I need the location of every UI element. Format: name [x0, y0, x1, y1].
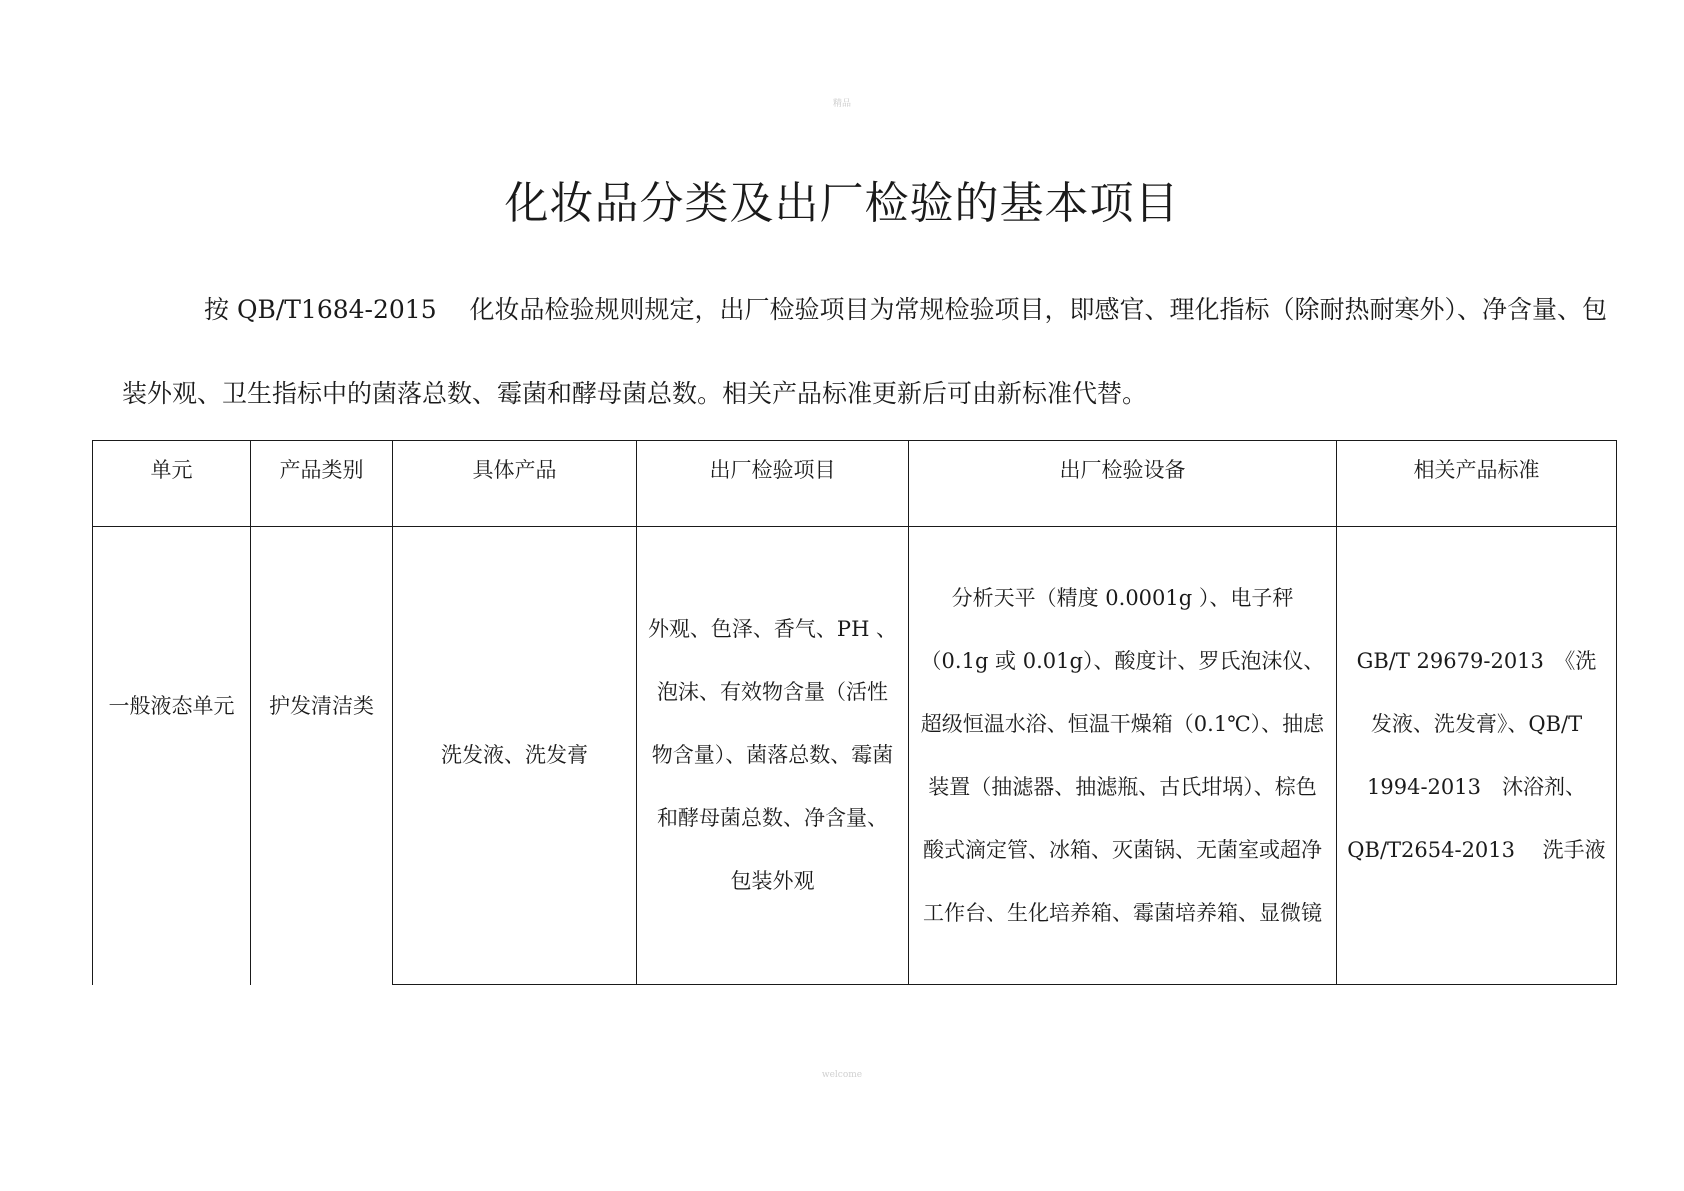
column-header-category: 产品类别 — [251, 441, 393, 527]
header-watermark: 精品 — [832, 99, 851, 109]
table-row — [93, 527, 1617, 985]
table-header-row — [93, 441, 1617, 527]
inspection-table — [92, 440, 1617, 985]
column-header-equipment: 出厂检验设备 — [909, 441, 1337, 527]
cell-category: 护发清洁类 — [251, 527, 393, 985]
column-header-standards: 相关产品标准 — [1337, 441, 1617, 527]
document-title: 化妆品分类及出厂检验的基本项目 — [504, 178, 1180, 229]
column-header-product: 具体产品 — [393, 441, 637, 527]
cell-standards: GB/T 29679-2013 《洗发液、洗发膏》、QB/T 1994-2013 沐浴剂、QB/T2654-2013 洗手液 — [1337, 527, 1617, 985]
cell-unit: 一般液态单元 — [93, 527, 251, 985]
column-header-inspection-items: 出厂检验项目 — [637, 441, 909, 527]
cell-equipment: 分析天平（精度 0.0001g ）、电子秤（0.1g 或 0.01g）、酸度计、罗氏泡沫仪、超级恒温水浴、恒温干燥箱（0.1℃）、抽虑装置（抽滤器、抽滤瓶、古氏坩埚）、棕色酸式滴定管、冰箱、灭菌锅、无菌室或超净工作台、生化培养箱、霉菌培养箱、显微镜 — [909, 527, 1337, 985]
column-header-unit: 单元 — [93, 441, 251, 527]
intro-paragraph: 按 QB/T1684-2015 化妆品检验规则规定，出厂检验项目为常规检验项目，即感官、理化指标（除耐热耐寒外）、净含量、包装外观、卫生指标中的菌落总数、霉菌和酵母菌总数。相关产品标准更新后可由新标准代替。 — [122, 295, 1608, 408]
footer-watermark: welcome — [821, 1070, 863, 1080]
cell-inspection-items: 外观、色泽、香气、PH 、泡沫、有效物含量（活性物含量）、菌落总数、霉菌和酵母菌总数、净含量、包装外观 — [637, 527, 909, 985]
cell-product: 洗发液、洗发膏 — [393, 527, 637, 985]
